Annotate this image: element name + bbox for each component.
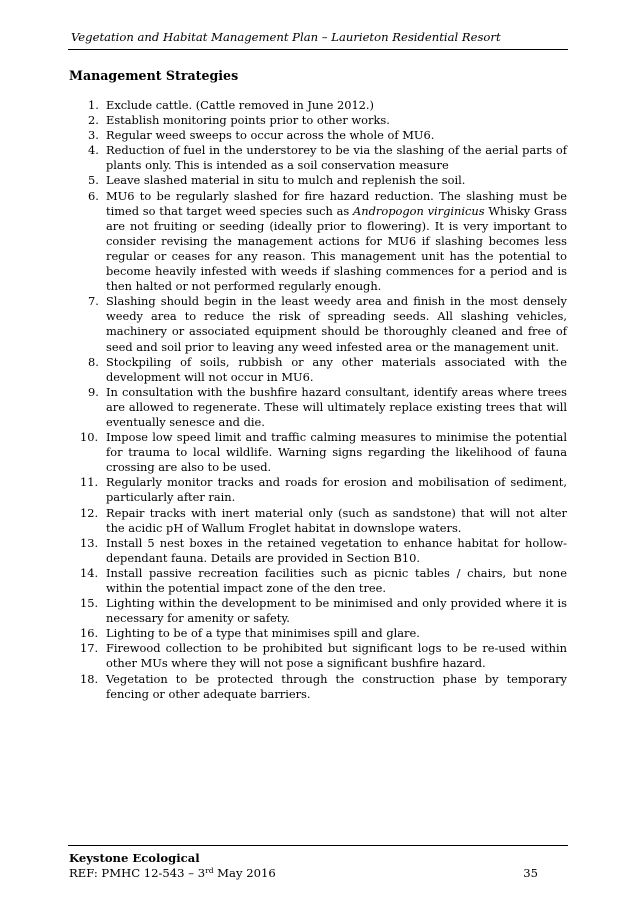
page-number: 35	[523, 866, 538, 880]
section-heading: Management Strategies	[69, 68, 239, 83]
strategy-list	[69, 98, 567, 702]
list-item	[69, 536, 567, 566]
item-text: Exclude cattle. (Cattle removed in June 2012.)	[106, 98, 374, 112]
footer-divider	[68, 845, 568, 846]
item-number: 15.	[80, 596, 99, 611]
item-text: Install passive recreation facilities such as picnic tables / chairs, but none within the potential impact zone of the den tree.	[106, 565, 567, 595]
item-number: 18.	[80, 671, 99, 686]
item-number: 10.	[80, 430, 99, 445]
list-item	[69, 385, 567, 430]
page-header-title: Vegetation and Habitat Management Plan – Laurieton Residential Resort	[71, 30, 501, 44]
item-text: Lighting to be of a type that minimises spill and glare.	[106, 626, 420, 641]
item-number: 5.	[88, 173, 99, 188]
list-item	[69, 173, 567, 188]
item-number: 1.	[88, 98, 99, 112]
item-number: 16.	[80, 626, 99, 641]
list-item	[69, 143, 567, 173]
list-item	[69, 430, 567, 475]
header-divider	[68, 49, 568, 50]
list-item	[69, 475, 567, 505]
item-text: Regularly monitor tracks and roads for erosion and mobilisation of sediment, particularly after rain.	[106, 475, 567, 505]
item-text: Install 5 nest boxes in the retained vegetation to enhance habitat for hollow-dependant fauna. Details are provided in Section B10.	[106, 535, 567, 565]
item-text	[106, 189, 567, 295]
species-name: Andropogon virginicus	[353, 203, 485, 218]
item-text: Firewood collection to be prohibited but significant logs to be re-used within other MUs where they will not pose a significant bushfire hazard.	[106, 641, 567, 671]
item-number: 12.	[80, 505, 99, 520]
list-item	[69, 506, 567, 536]
list-item	[69, 641, 567, 671]
list-item	[69, 355, 567, 385]
item-text-part: MU6 to be regularly slashed for fire hazard reduction. The slashing must be timed so that target weed species such as	[106, 188, 567, 218]
item-number: 4.	[88, 143, 99, 158]
item-text: Establish monitoring points prior to other works.	[106, 113, 390, 128]
item-number: 8.	[88, 354, 99, 369]
item-number: 7.	[88, 294, 99, 309]
item-number: 6.	[88, 188, 99, 203]
item-text: Stockpiling of soils, rubbish or any other materials associated with the development will not occur in MU6.	[106, 354, 567, 384]
item-number: 14.	[80, 565, 99, 580]
item-text: Repair tracks with inert material only (such as sandstone) that will not alter the acidic pH of Wallum Froglet habitat in downslope waters.	[106, 505, 567, 535]
list-item	[69, 189, 567, 295]
item-text: Reduction of fuel in the understorey to be via the slashing of the aerial parts of plants only. This is intended as a soil conservation measure	[106, 143, 567, 173]
item-number: 9.	[88, 384, 99, 399]
footer-reference	[69, 866, 276, 880]
list-item	[69, 113, 567, 128]
item-text: In consultation with the bushfire hazard consultant, identify areas where trees are allowed to regenerate. These will ultimately replace existing trees that will eventually senesce and die.	[106, 384, 567, 429]
item-text: Leave slashed material in situ to mulch and replenish the soil.	[106, 173, 466, 188]
item-text: Lighting within the development to be minimised and only provided where it is necessary for amenity or safety.	[106, 596, 567, 626]
footer-ref-prefix: REF: PMHC 12-543 – 3	[69, 866, 206, 880]
item-text: Slashing should begin in the least weedy area and finish in the most densely weedy area to reduce the risk of spreading seeds. All slashing vehicles, machinery or associated equipment should be thoroughly cleaned and free of seed and soil prior to leaving any weed infested area or the management unit.	[106, 294, 567, 354]
list-item	[69, 128, 567, 143]
list-item	[69, 672, 567, 702]
item-number: 2.	[88, 113, 99, 128]
item-text: Vegetation to be protected through the construction phase by temporary fencing or other adequate barriers.	[106, 671, 567, 701]
footer-company: Keystone Ecological	[69, 851, 200, 865]
item-number: 3.	[88, 128, 99, 143]
footer-ref-suffix: May 2016	[213, 866, 276, 880]
item-number: 11.	[80, 475, 99, 490]
list-item	[69, 566, 567, 596]
list-item	[69, 294, 567, 354]
item-text: Regular weed sweeps to occur across the whole of MU6.	[106, 128, 435, 143]
list-item	[69, 596, 567, 626]
item-number: 13.	[80, 535, 99, 550]
list-item	[69, 626, 567, 641]
list-item	[69, 98, 567, 113]
item-text-part: Whisky Grass are not fruiting or seeding (ideally prior to flowering). It is very important to consider revising the management actions for MU6 if slashing becomes less regular or ceases for any reason. This management unit has the potential to become heavily infested with weeds if slashing commences for a period and is then halted or not performed regularly enough.	[106, 203, 567, 294]
item-number: 17.	[80, 641, 99, 656]
footer-ref-ordinal: rd	[205, 866, 214, 875]
item-text: Impose low speed limit and traffic calming measures to minimise the potential for trauma to local wildlife. Warning signs regarding the likelihood of fauna crossing are also to be used.	[106, 430, 567, 475]
